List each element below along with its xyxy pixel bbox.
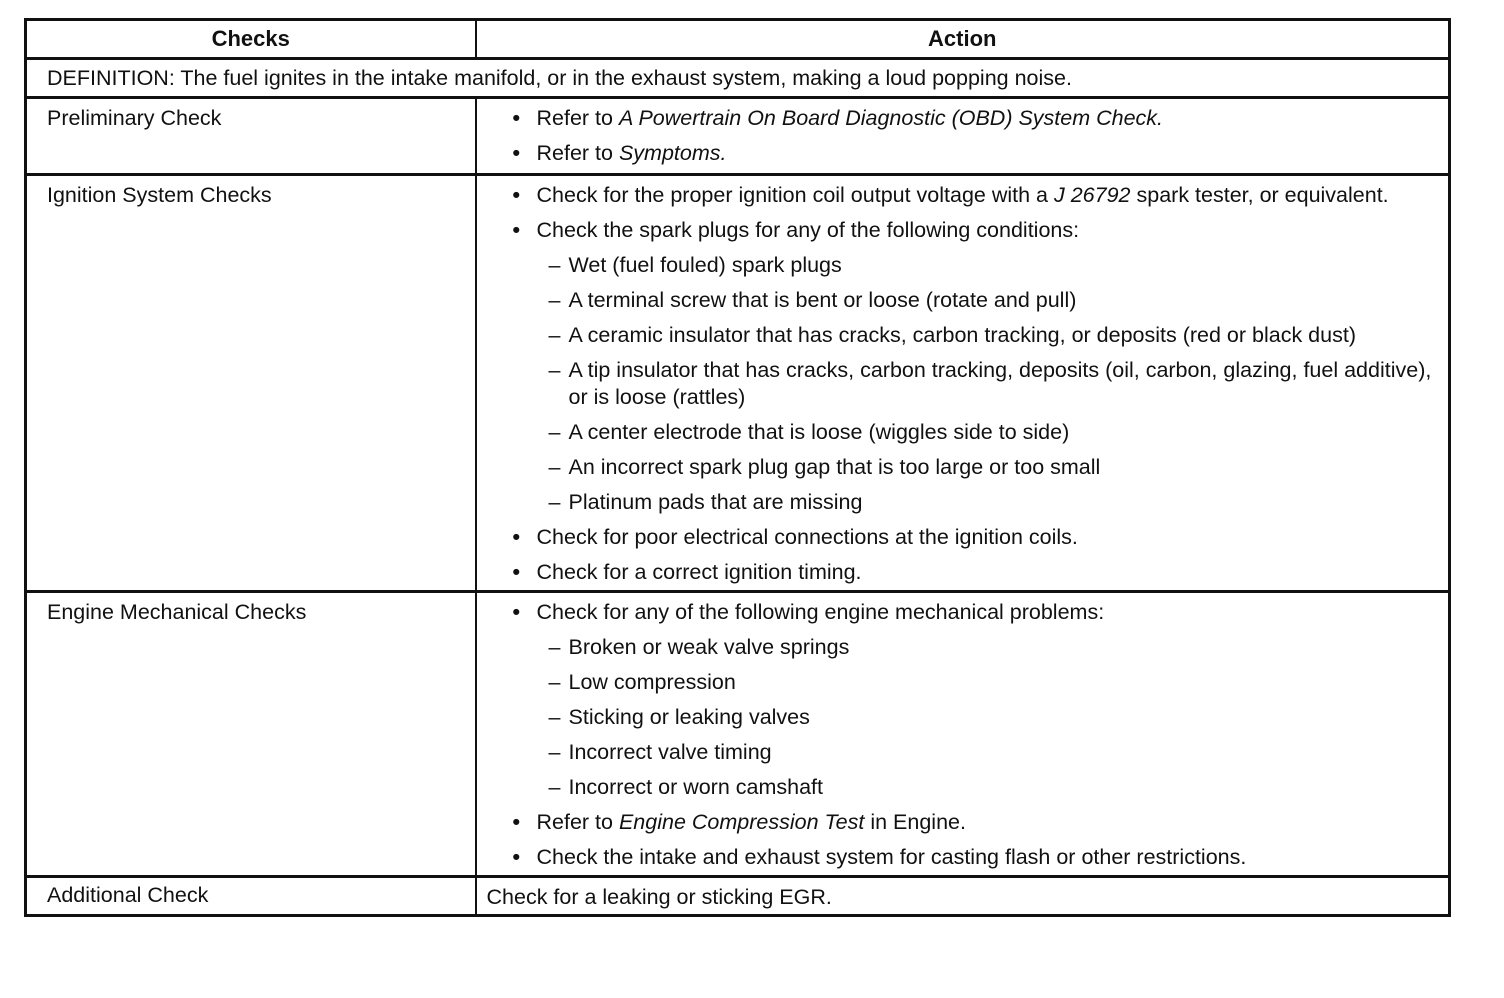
engine-mechanical-checks-row bbox=[26, 592, 1450, 877]
list-item: • Check for poor electrical connections at the ignition coils. bbox=[512, 525, 1078, 549]
engine-mechanical-checks-label: Engine Mechanical Checks bbox=[26, 592, 476, 877]
list-item: • Check the intake and exhaust system for casting flash or other restrictions. bbox=[512, 845, 1247, 869]
sub-list-item: – Broken or weak valve springs bbox=[548, 635, 850, 659]
engine-compression-test-reference: Engine Compression Test bbox=[618, 810, 865, 834]
additional-check-label: Additional Check bbox=[26, 877, 476, 916]
preliminary-check-label: Preliminary Check bbox=[26, 98, 476, 175]
sub-list-item: – Sticking or leaking valves bbox=[548, 705, 810, 729]
diagnostic-sheet bbox=[24, 18, 1448, 917]
preliminary-check-actions bbox=[476, 98, 1450, 175]
obd-system-check-reference: A Powertrain On Board Diagnostic (OBD) System Check. bbox=[618, 106, 1164, 130]
additional-check-row bbox=[26, 877, 1450, 916]
sub-list-item: – A tip insulator that has cracks, carbon tracking, deposits (oil, carbon, glazing, fuel additive), or is loose (rattles) bbox=[548, 358, 1432, 409]
definition-text: DEFINITION: The fuel ignites in the intake manifold, or in the exhaust system, making a loud popping noise. bbox=[26, 59, 1450, 98]
list-item: • Check for the proper ignition coil output voltage with a J 26792 spark tester, or equivalent. bbox=[512, 183, 1389, 207]
symptoms-reference: Symptoms. bbox=[618, 141, 727, 165]
sub-list-item: – A ceramic insulator that has cracks, carbon tracking, or deposits (red or black dust) bbox=[548, 323, 1356, 347]
sub-list-item: – An incorrect spark plug gap that is too large or too small bbox=[548, 455, 1101, 479]
sub-list-item: – A center electrode that is loose (wiggles side to side) bbox=[548, 420, 1070, 444]
preliminary-check-row bbox=[26, 98, 1450, 175]
sub-list-item: – Wet (fuel fouled) spark plugs bbox=[548, 253, 842, 277]
sub-list-item: – Incorrect valve timing bbox=[548, 740, 772, 764]
list-item: • Refer to Engine Compression Test in Engine. bbox=[512, 810, 966, 834]
list-item: • Check for any of the following engine mechanical problems: – Broken or weak valve springs – Low compression – Sticking or leaking valves – Incorrect valve timing – Incorrect or worn camshaft bbox=[513, 599, 1439, 801]
list-item: • Refer to Symptoms. bbox=[512, 141, 727, 165]
engine-mechanical-checks-actions bbox=[476, 592, 1450, 877]
action-column-header: Action bbox=[476, 20, 1450, 59]
definition-row bbox=[26, 59, 1450, 98]
ignition-system-checks-actions bbox=[476, 175, 1450, 592]
sub-list-item: – A terminal screw that is bent or loose (rotate and pull) bbox=[548, 288, 1077, 312]
list-item: • Check for a correct ignition timing. bbox=[512, 560, 862, 584]
header-row bbox=[26, 20, 1450, 59]
sub-list-item: – Platinum pads that are missing bbox=[548, 490, 863, 514]
list-item: • Check the spark plugs for any of the following conditions: – Wet (fuel fouled) spark plugs – A terminal screw that is bent or loose (rotate and pull) – A ceramic insulator that has cracks, carbon tracking, or deposits (red or black dust) – A tip insulator that has cracks, carbon tracking, deposits (oil, carbon, glazing, fuel additive), or is loose (rattles) – A center electrode that is loose (wiggles side to side) – An incorrect spark plug gap that is too large or too small – Platinum pads that are missing bbox=[513, 217, 1439, 516]
checks-column-header: Checks bbox=[26, 20, 476, 59]
tool-number: J 26792 bbox=[1054, 183, 1131, 207]
ignition-system-checks-label: Ignition System Checks bbox=[26, 175, 476, 592]
checks-action-table bbox=[24, 18, 1451, 917]
list-item: • Refer to A Powertrain On Board Diagnostic (OBD) System Check. bbox=[512, 106, 1164, 130]
additional-check-action: Check for a leaking or sticking EGR. bbox=[476, 877, 1450, 916]
sub-list-item: – Incorrect or worn camshaft bbox=[548, 775, 824, 799]
ignition-system-checks-row bbox=[26, 175, 1450, 592]
sub-list-item: – Low compression bbox=[548, 670, 736, 694]
